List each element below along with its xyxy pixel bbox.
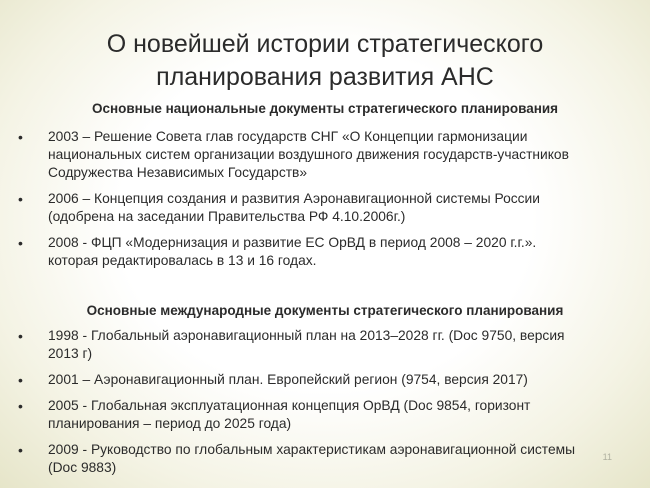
list-item [14, 190, 634, 226]
slide-title-line-2: планирования развития АНС [156, 63, 494, 91]
bullet-icon: • [18, 372, 23, 388]
list-item-line: 2006 – Концепция создания и развития Аэронавигационной системы России [48, 191, 540, 206]
list-item [14, 371, 634, 389]
bullet-icon: • [18, 191, 23, 207]
international-documents-heading: Основные международные документы стратегического планирования [86, 303, 564, 318]
bullet-icon: • [18, 129, 23, 145]
list-item-line: планирования – период до 2025 года) [48, 416, 292, 431]
list-item-line: 2003 – Решение Совета глав государств СНГ «О Концепции гармонизации [48, 129, 528, 144]
list-item [14, 441, 634, 477]
bullet-icon: • [18, 328, 23, 344]
national-documents-list [14, 128, 634, 278]
slide-title-line-1: О новейшей истории стратегического [106, 30, 544, 58]
list-item-line: 2001 – Аэронавигационный план. Европейский регион (9754, версия 2017) [48, 372, 528, 387]
list-item-line: (одобрена на заседании Правительства РФ 4.10.2006г.) [48, 209, 406, 224]
list-item-line: 1998 - Глобальный аэронавигационный план на 2013–2028 гг. (Doc 9750, версия [48, 328, 565, 343]
list-item [14, 234, 634, 270]
list-item-line: которая редактировалась в 13 и 16 годах. [48, 253, 317, 268]
list-item-line: (Doc 9883) [48, 460, 117, 475]
list-item [14, 327, 634, 363]
slide-title [0, 28, 650, 94]
national-documents-heading: Основные национальные документы стратегического планирования [91, 101, 559, 116]
list-item [14, 128, 634, 182]
international-documents-list [14, 327, 634, 485]
list-item-line: 2013 г) [48, 346, 93, 361]
list-item-line: 2009 - Руководство по глобальным характеристикам аэронавигационной системы [48, 442, 576, 457]
bullet-icon: • [18, 235, 23, 251]
list-item-line: 2008 - ФЦП «Модернизация и развитие ЕС ОрВД в период 2008 – 2020 г.г.». [48, 235, 537, 250]
bullet-icon: • [18, 442, 23, 458]
list-item-line: Содружества Независимых Государств» [48, 165, 308, 180]
list-item-line: 2005 - Глобальная эксплуатационная концепция ОрВД (Doc 9854, горизонт [48, 398, 531, 413]
list-item-line: национальных систем организации воздушного движения государств-участников [48, 147, 569, 162]
page-number: 11 [602, 452, 612, 462]
list-item [14, 397, 634, 433]
bullet-icon: • [18, 398, 23, 414]
